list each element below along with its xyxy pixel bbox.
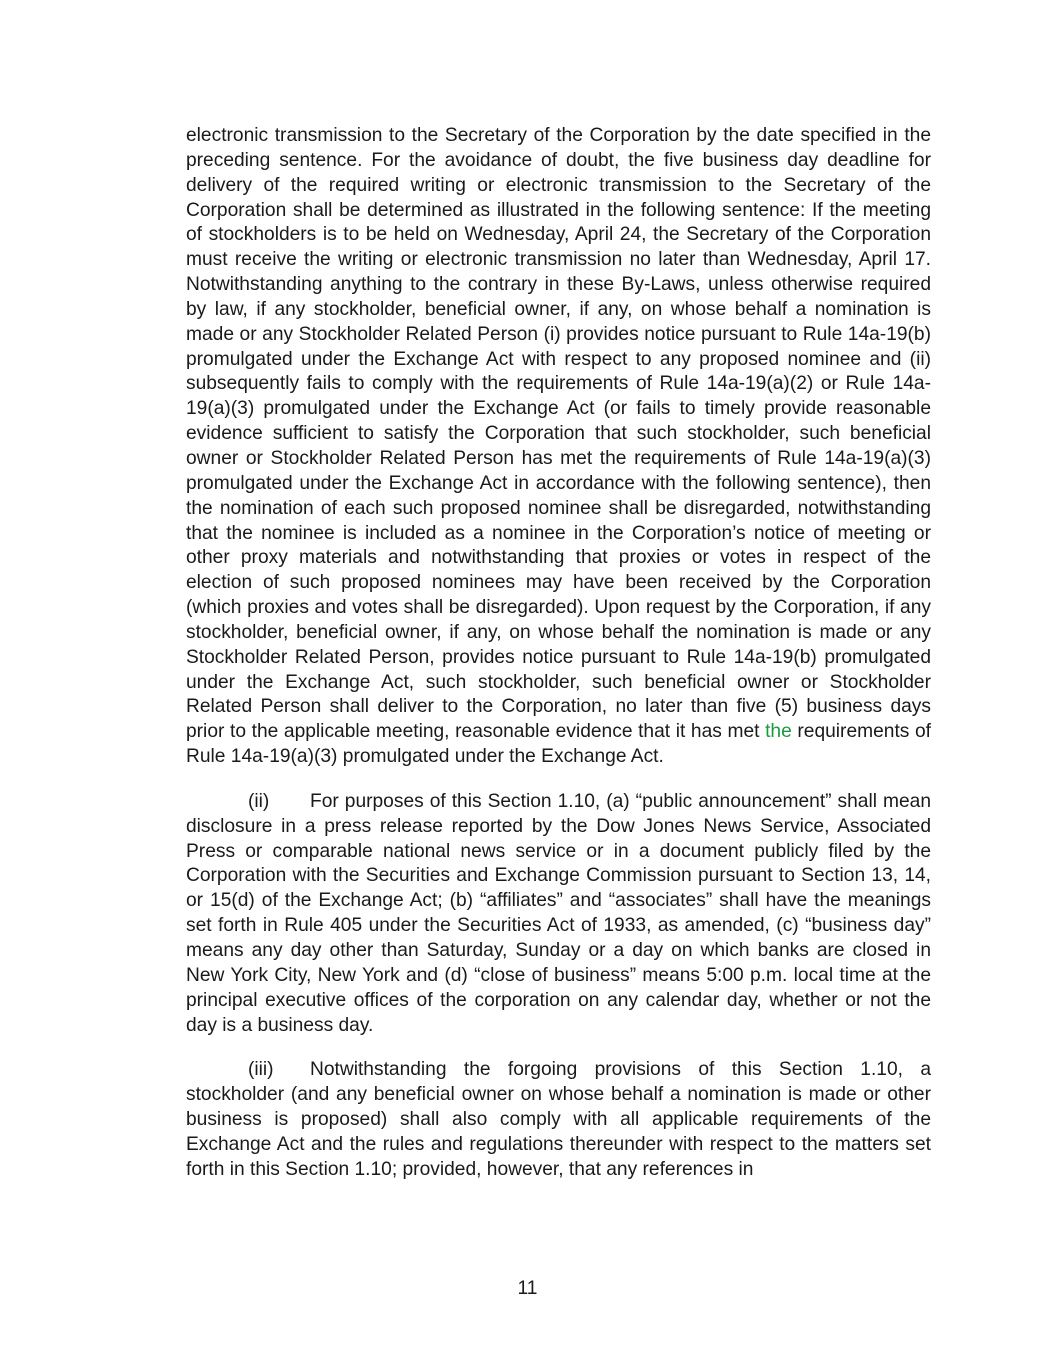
paragraph-iii-text: Notwithstanding the forgoing provisions of this Section 1.10, a stockholder (and any beneficial owner on whose behalf a nomination is made or other business is proposed) shall also comply with all applicable requirements of the Exchange Act and the rules and regulations thereunder with respect to the matters set forth in this Section 1.10; provided, however, that any references in	[186, 1059, 931, 1180]
page-number: 11	[517, 1278, 538, 1299]
paragraph-iii-label: (iii)	[248, 1059, 274, 1081]
highlighted-word: the	[765, 721, 792, 743]
paragraph-1-text-start: electronic transmission to the Secretary of the Corporation by the date specified in the preceding sentence. For the avoidance of doubt, the five business day deadline for delivery of the required writing or electronic transmission to the Secretary of the Corporation shall be determined as illustrated in the following sentence: If the meeting of stockholders is to be held on Wednesday, April 24, the Secretary of the Corporation must receive the writing or electronic transmission no later than Wednesday, April 17. Notwithstanding anything to the contrary in these By-Laws, unless otherwise required by law, if any stockholder, beneficial owner, if any, on whose behalf a nomination is made or any Stockholder Related Person (i) provides notice pursuant to Rule 14a-19(b) promulgated under the Exchange Act with respect to any proposed nominee and (ii) subsequently fails to comply with the requirements of Rule 14a-19(a)(2) or Rule 14a-19(a)(3) promulgated under the Exchange Act (or fails to timely provide reasonable evidence sufficient to satisfy the Corporation that such stockholder, such beneficial owner or Stockholder Related Person has met the requirements of Rule 14a-19(a)(3) promulgated under the Exchange Act in accordance with the following sentence), then the nomination of each such proposed nominee shall be disregarded, notwithstanding that the nominee is included as a nominee in the Corporation’s notice of meeting or other proxy materials and notwithstanding that proxies or votes in respect of the election of such proposed nominees may have been received by the Corporation (which proxies and votes shall be disregarded). Upon request by the Corporation, if any stockholder, beneficial owner, if any, on whose behalf the nomination is made or any Stockholder Related Person, provides notice pursuant to Rule 14a-19(b) promulgated under the Exchange Act, such stockholder, such beneficial owner or Stockholder Related Person shall deliver to the Corporation, no later than five (5) business days prior to the applicable meeting, reasonable evidence that it has met	[186, 125, 931, 743]
paragraph-ii-text: For purposes of this Section 1.10, (a) “public announcement” shall mean disclosure in a press release reported by the Dow Jones News Service, Associated Press or comparable national news service or in a document publicly filed by the Corporation with the Securities and Exchange Commission pursuant to Section 13, 14, or 15(d) of the Exchange Act; (b) “affiliates” and “associates” shall have the meanings set forth in Rule 405 under the Securities Act of 1933, as amended, (c) “business day” means any day other than Saturday, Sunday or a day on which banks are closed in New York City, New York and (d) “close of business” means 5:00 p.m. local time at the principal executive offices of the corporation on any calendar day, whether or not the day is a business day.	[186, 790, 931, 1036]
paragraph-ii	[186, 790, 931, 1038]
paragraph-continuation	[186, 124, 931, 770]
paragraph-ii-label: (ii)	[248, 790, 270, 812]
paragraph-iii	[186, 1058, 931, 1182]
paragraph-1-text-end: requirements of Rule 14a-19(a)(3) promulgated under the Exchange Act.	[186, 721, 931, 768]
document-body	[186, 124, 931, 1183]
